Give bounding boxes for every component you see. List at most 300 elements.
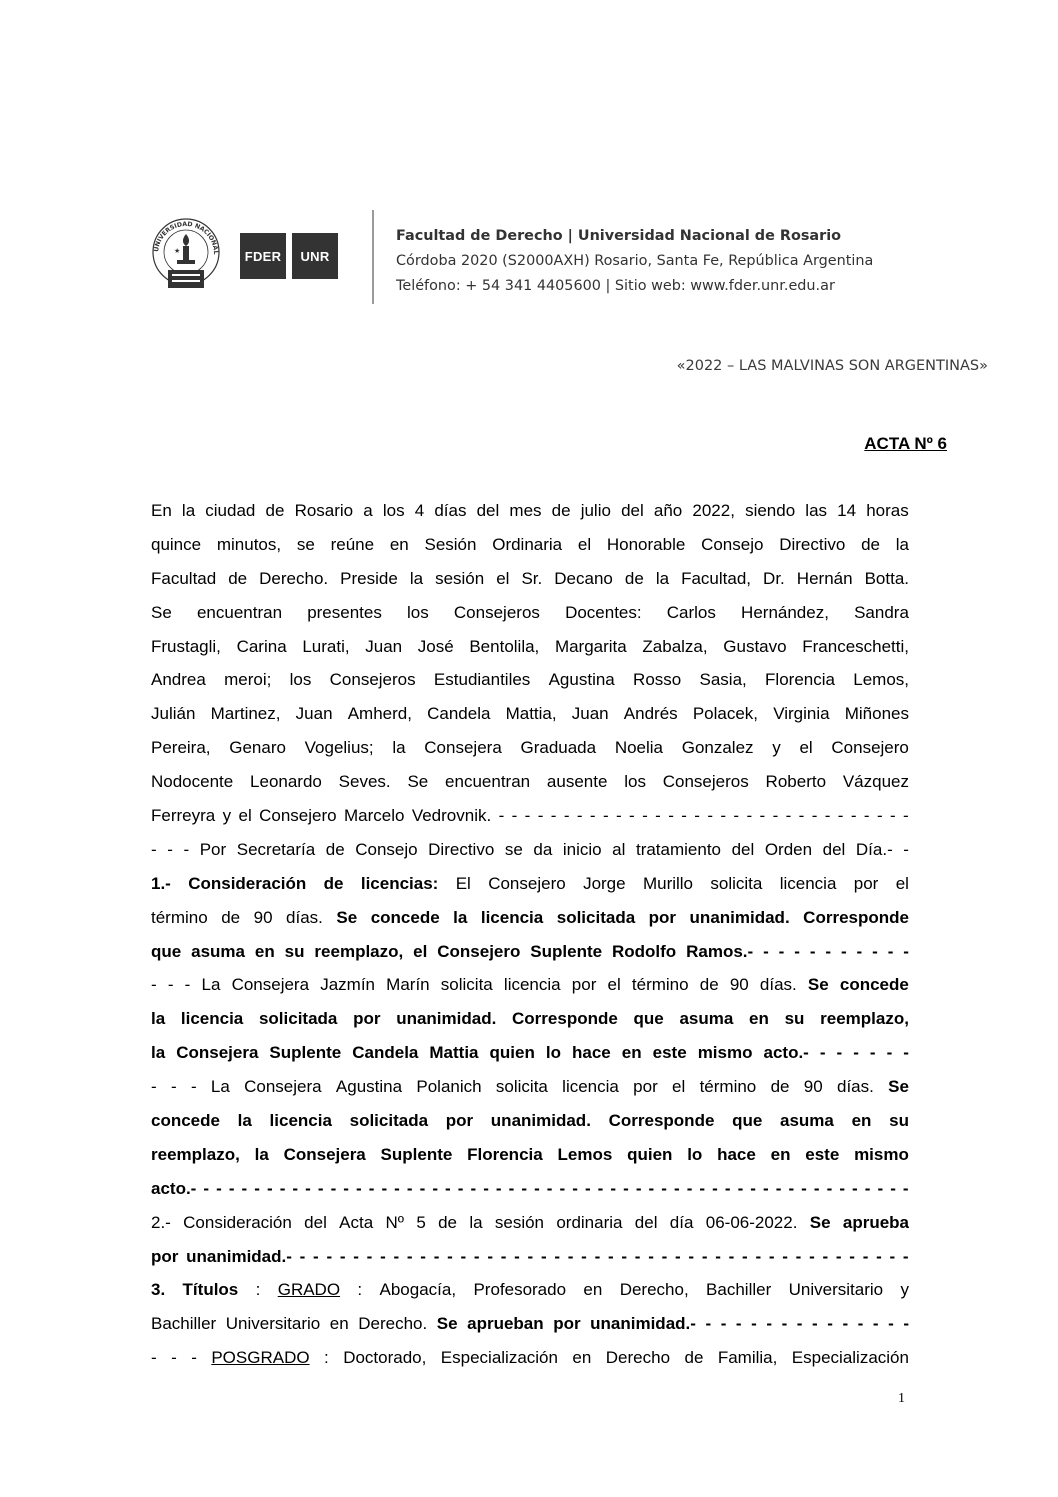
document-title: ACTA Nº 6 [864, 434, 947, 453]
body-word: unanimidad.- [590, 1314, 696, 1334]
body-word: Estudiantiles [433, 670, 531, 690]
body-word: del [731, 839, 755, 859]
body-word: licencia [503, 975, 561, 995]
body-word: en [621, 1043, 642, 1063]
body-word: el [496, 568, 510, 588]
body-word: Mattia [429, 1043, 479, 1063]
body-word: - [495, 1178, 502, 1198]
body-word: ausente [546, 772, 608, 792]
body-word: solicitada [258, 1009, 338, 1029]
body-word: licencias: [360, 873, 439, 893]
body-line [151, 765, 909, 799]
body-word: Sandra [854, 602, 909, 622]
body-word: de [228, 568, 248, 588]
body-word: - [500, 1246, 507, 1266]
body-word: Gustavo [723, 636, 787, 656]
body-word: del [304, 1212, 327, 1232]
body-word: 90 [253, 907, 273, 927]
body-word: término [151, 907, 208, 927]
body-word: Por [199, 839, 227, 859]
body-word: - [151, 1077, 157, 1097]
body-word: - [581, 1246, 587, 1266]
body-word: - [576, 806, 583, 826]
body-word: el [672, 1077, 686, 1097]
body-word: Gonzalez [681, 738, 754, 758]
body-word: quien [489, 1043, 535, 1063]
body-word: su [284, 941, 305, 961]
body-word: - [508, 1178, 515, 1198]
body-word: licencia [562, 1077, 619, 1097]
body-word: las [805, 501, 828, 520]
body-word: - [735, 1314, 742, 1334]
body-word: meroi; [224, 670, 272, 690]
body-word: y [900, 1280, 909, 1300]
body-word: - [890, 1178, 896, 1198]
body-word: asuma [780, 1111, 834, 1131]
body-word: - [796, 1314, 803, 1334]
body-word: Genaro [229, 738, 286, 758]
body-word: Carina [236, 636, 287, 656]
body-word: Nodocente [151, 772, 234, 792]
body-word: solicitada [349, 1111, 429, 1131]
body-word: - [835, 1246, 842, 1266]
body-word: - [527, 1246, 534, 1266]
body-word: - [675, 1246, 681, 1266]
body-word: Andrés [623, 704, 678, 724]
body-word: - [811, 806, 818, 826]
body-word: Margarita [554, 636, 627, 656]
body-word: Zabalza, [642, 636, 708, 656]
body-word: - [701, 1246, 708, 1266]
body-word: - [406, 1178, 413, 1198]
body-word: de [699, 975, 719, 995]
body-word: Consejera [283, 1144, 366, 1164]
body-word: Jazmín [320, 975, 376, 995]
body-word: - [648, 1246, 654, 1266]
body-word: - [872, 1314, 879, 1334]
body-word: por [553, 1314, 581, 1334]
body-word: - [228, 1178, 235, 1198]
body-word: unanimidad. [490, 1111, 591, 1131]
body-word: Jorge [583, 873, 626, 893]
body-word: de [551, 501, 571, 520]
body-word: la [237, 1111, 252, 1131]
body-word: por [151, 1246, 179, 1266]
body-line [151, 867, 909, 901]
body-word: Amherd, [347, 704, 412, 724]
body-word: - [597, 1178, 604, 1198]
body-word: ordinaria [556, 1212, 623, 1232]
body-word: - [550, 806, 557, 826]
body-word: - [766, 1314, 773, 1334]
body-word: - [602, 806, 609, 826]
body-word: - [419, 1178, 426, 1198]
body-word: - [798, 806, 805, 826]
svg-text:★: ★ [174, 247, 181, 255]
body-word: Lemos, [853, 670, 909, 690]
body-word: - [809, 1246, 815, 1266]
body-word: presentes [307, 602, 382, 622]
body-word: - [170, 1077, 177, 1097]
body-word: - [768, 1246, 775, 1266]
body-word: Se [336, 907, 358, 927]
body-word: - [809, 941, 816, 961]
body-word: se [296, 534, 315, 554]
body-word: - [903, 1043, 909, 1063]
body-word: Especialización [440, 1348, 558, 1368]
body-word: - [864, 1178, 871, 1198]
body-word: : [255, 1280, 261, 1300]
body-word: asuma [191, 941, 246, 961]
body-word: - [406, 1246, 413, 1266]
body-word: Consejero [831, 738, 909, 758]
body-word: - [648, 1178, 655, 1198]
body-word: Marcelo [343, 806, 405, 826]
body-word: Vedrovnik. [411, 806, 492, 826]
body-word: - [681, 806, 687, 826]
body-line [151, 663, 909, 697]
body-word: de [325, 839, 345, 859]
body-word: reúne [330, 534, 375, 554]
body-word: - [621, 1246, 628, 1266]
body-word: Se [807, 975, 829, 995]
body-line [151, 1070, 909, 1104]
body-word: - [537, 806, 544, 826]
body-word: la [254, 1144, 269, 1164]
body-word: - [827, 1314, 833, 1334]
body-word: el [577, 534, 592, 554]
body-word: el [799, 738, 813, 758]
body-word: encuentran [196, 602, 283, 622]
body-word: Se [407, 772, 429, 792]
body-word: - [824, 806, 831, 826]
body-word: Preside [340, 568, 398, 588]
body-word: - [393, 1246, 400, 1266]
body-word: Hernández, [741, 602, 829, 622]
body-word: Candela [352, 1043, 419, 1063]
body-word: - [473, 1246, 480, 1266]
body-word: José [417, 636, 454, 656]
body-word: - [876, 806, 883, 826]
body-word: días. [286, 907, 323, 927]
body-word: de [265, 501, 285, 520]
body-word: Familia, [717, 1348, 778, 1368]
body-word: el [607, 975, 621, 995]
body-word: - [772, 806, 779, 826]
body-word: en [851, 1111, 872, 1131]
body-line [151, 1273, 909, 1307]
body-word: julio [580, 501, 611, 520]
body-word: - [903, 1314, 909, 1334]
body-word: - [781, 1314, 788, 1334]
body-word: del [621, 501, 644, 520]
body-word: concede [370, 907, 440, 927]
body-word: concede [839, 975, 909, 995]
body-word: Andrea [151, 670, 206, 690]
body-word: Corresponde [608, 1111, 715, 1131]
body-word: Consejera [231, 975, 310, 995]
body-word: unanimidad.- [186, 1246, 292, 1266]
body-word: - [724, 1178, 731, 1198]
body-word: la [181, 501, 196, 520]
body-word: - [584, 1178, 591, 1198]
body-word: - [853, 1043, 859, 1063]
body-word: - [826, 1178, 833, 1198]
body-word: - [483, 1178, 489, 1198]
body-word: Se [809, 1212, 831, 1232]
body-word: al [612, 839, 626, 859]
body-word: Consejo [355, 839, 418, 859]
body-word: - [852, 1178, 858, 1198]
body-word: Corresponde [803, 907, 909, 927]
body-word: solicita [495, 1077, 548, 1097]
body-word: - [782, 1246, 788, 1266]
body-word: - [151, 839, 157, 859]
body-word: Sesión [424, 534, 477, 554]
body-word: por [353, 1009, 381, 1029]
body-word: mes [509, 501, 542, 520]
body-word: su [784, 1009, 805, 1029]
body-word: Consideración [183, 1212, 292, 1232]
body-word: - [705, 1314, 712, 1334]
body-word: - [902, 1178, 909, 1198]
body-word: - [610, 1178, 617, 1198]
body-word: Roberto [765, 772, 827, 792]
body-word: - [353, 1246, 359, 1266]
body-word: - [433, 1246, 440, 1266]
body-word: - [216, 1178, 222, 1198]
body-word: por [445, 1111, 474, 1131]
body-word: - [380, 1246, 386, 1266]
body-word: - [524, 806, 531, 826]
body-word: - [839, 1178, 845, 1198]
body-word: - [840, 941, 847, 961]
body-word: Bachiller [151, 1314, 217, 1334]
body-word: licencia [269, 1111, 332, 1131]
body-word: - [825, 941, 832, 961]
body-word: licencia [480, 907, 544, 927]
body-word: mismo [854, 1144, 909, 1164]
body-word: - [241, 1178, 248, 1198]
body-word: lo [545, 1043, 561, 1063]
body-word: Rodolfo [611, 941, 677, 961]
body-word: 90 [803, 1077, 823, 1097]
body-word: la [151, 1043, 166, 1063]
body-word: Vogelius; [304, 738, 374, 758]
body-word: - [902, 1246, 909, 1266]
body-word: Día.- [855, 839, 893, 859]
body-word: los [624, 772, 646, 792]
body-word: Profesorado [473, 1280, 567, 1300]
body-word: - [812, 1314, 818, 1334]
body-word: acto.- [151, 1178, 197, 1198]
body-word: Consejero [437, 941, 521, 961]
body-word: el [238, 806, 252, 826]
body-word: Carlos [666, 602, 716, 622]
body-word: - [394, 1178, 400, 1198]
body-word: - [635, 1178, 642, 1198]
body-word: Consejera [176, 1043, 259, 1063]
body-word: - [742, 1246, 748, 1266]
body-word: - [836, 1043, 843, 1063]
letterhead [150, 210, 930, 310]
body-word: La [201, 975, 221, 995]
body-word: siendo [745, 501, 796, 520]
body-word: - [356, 1178, 362, 1198]
body-word: los [382, 501, 405, 520]
body-word: Universitario [788, 1280, 884, 1300]
body-line [151, 1240, 909, 1274]
body-word: - [801, 1178, 807, 1198]
body-word: - [470, 1178, 477, 1198]
body-word: tratamiento [635, 839, 722, 859]
body-word: en [583, 1280, 603, 1300]
body-word: - [511, 806, 518, 826]
body-word: Juan [365, 636, 403, 656]
body-word: - [151, 1348, 157, 1368]
body-word: - [694, 806, 700, 826]
body-word: Corresponde [512, 1009, 618, 1029]
body-word: - [775, 1178, 782, 1198]
body-word: - [305, 1178, 311, 1198]
body-word: año [653, 501, 683, 520]
body-word: Decano [554, 568, 613, 588]
body-word: de [770, 1077, 790, 1097]
body-word: Leonardo [250, 772, 322, 792]
body-word: - [751, 1314, 757, 1334]
body-word: que [151, 941, 182, 961]
body-word: - [184, 975, 191, 995]
body-word: la [392, 738, 406, 758]
body-word: los [407, 602, 429, 622]
year-motto: «2022 – LAS MALVINAS SON ARGENTINAS» [676, 358, 988, 374]
body-word: del [634, 1212, 658, 1232]
body-line [151, 596, 909, 630]
page-number: 1 [898, 1391, 905, 1406]
body-word: - [887, 941, 894, 961]
body-word: de [861, 534, 880, 554]
body-word: el [895, 873, 909, 893]
body-word: - [763, 941, 769, 961]
university-seal-logo [150, 210, 222, 296]
body-line [151, 799, 909, 833]
body-word: El [455, 873, 471, 893]
body-word: Noelia [614, 738, 664, 758]
body-word: Rosso [633, 670, 682, 690]
body-word: - [763, 1178, 769, 1198]
body-word: Universitario [225, 1314, 321, 1334]
body-line [151, 1104, 909, 1138]
body-word: - [686, 1178, 693, 1198]
body-word: - [889, 1246, 896, 1266]
body-word: Miñones [844, 704, 909, 724]
body-word: en [749, 1009, 769, 1029]
institution-name: Facultad de Derecho | Universidad Nacional de Rosario [396, 228, 842, 244]
body-word: 14 [837, 501, 857, 520]
body-word: Lurati, [302, 636, 350, 656]
body-line [151, 630, 909, 664]
body-word: Consejero [488, 873, 566, 893]
body-word: - [661, 1246, 668, 1266]
body-word: - [167, 975, 174, 995]
body-word: - [326, 1246, 333, 1266]
body-word: de [323, 873, 344, 893]
body-word: - [872, 941, 878, 961]
body-word: Orden [764, 839, 813, 859]
body-word: días. [759, 975, 797, 995]
body-word: 2.- [151, 1212, 171, 1232]
body-word: - [183, 839, 190, 859]
body-line [151, 1307, 909, 1341]
body-word: Pereira, [151, 738, 211, 758]
body-word: Graduada [520, 738, 597, 758]
body-word: Martinez, [210, 704, 281, 724]
body-word: - [292, 1178, 299, 1198]
body-word: Murillo [642, 873, 694, 893]
body-word: - [381, 1178, 388, 1198]
body-word: sesión [435, 568, 485, 588]
body-word: término [699, 1077, 757, 1097]
body-word: licencia [779, 873, 837, 893]
body-word: lo [687, 1144, 703, 1164]
body-word: da [533, 839, 553, 859]
body-word: - [190, 1077, 197, 1097]
body-word: Juan [571, 704, 609, 724]
body-word: - [688, 1246, 695, 1266]
body-word: - [661, 1178, 667, 1198]
body-word: - [903, 941, 909, 961]
body-word: - [795, 1246, 802, 1266]
body-word: Se [888, 1077, 909, 1097]
body-word: Hernán [796, 568, 853, 588]
body-word: - [788, 1178, 795, 1198]
body-word: Se [436, 1314, 458, 1334]
body-word: la [655, 568, 670, 588]
body-word: - [876, 1246, 882, 1266]
body-word: Suplente [530, 941, 603, 961]
body-word: de [221, 907, 241, 927]
body-word: - [863, 806, 870, 826]
body-word: - [514, 1246, 520, 1266]
body-word: Consejero [259, 806, 337, 826]
body-word: mismo [697, 1043, 753, 1063]
body-word: - [655, 806, 661, 826]
body-word: - [317, 1178, 324, 1198]
body-word: Sr. [521, 568, 543, 588]
body-word: - [572, 1178, 578, 1198]
body-word: - [673, 1178, 680, 1198]
body-word: asuma [679, 1009, 734, 1029]
body-word: Bachiller [706, 1280, 772, 1300]
body-word: - [699, 1178, 706, 1198]
body-word: en [770, 1144, 791, 1164]
body-word: Virginia [773, 704, 830, 724]
body-word: este [805, 1144, 840, 1164]
unr-logo-badge: UNR [292, 233, 338, 279]
body-word: del [476, 501, 500, 520]
body-word: - [432, 1178, 438, 1198]
body-word: por [571, 975, 597, 995]
body-line [151, 1341, 909, 1375]
body-word: - [837, 806, 844, 826]
body-word: hace [717, 1144, 756, 1164]
body-word: Candela [427, 704, 491, 724]
body-word: - [849, 1246, 855, 1266]
svg-text:UNIVERSIDAD NACIONAL DE ROSARI: UNIVERSIDAD NACIONAL [153, 220, 220, 255]
body-word: - [728, 1246, 735, 1266]
body-word: aprueba [842, 1212, 909, 1232]
body-word: - [266, 1178, 273, 1198]
